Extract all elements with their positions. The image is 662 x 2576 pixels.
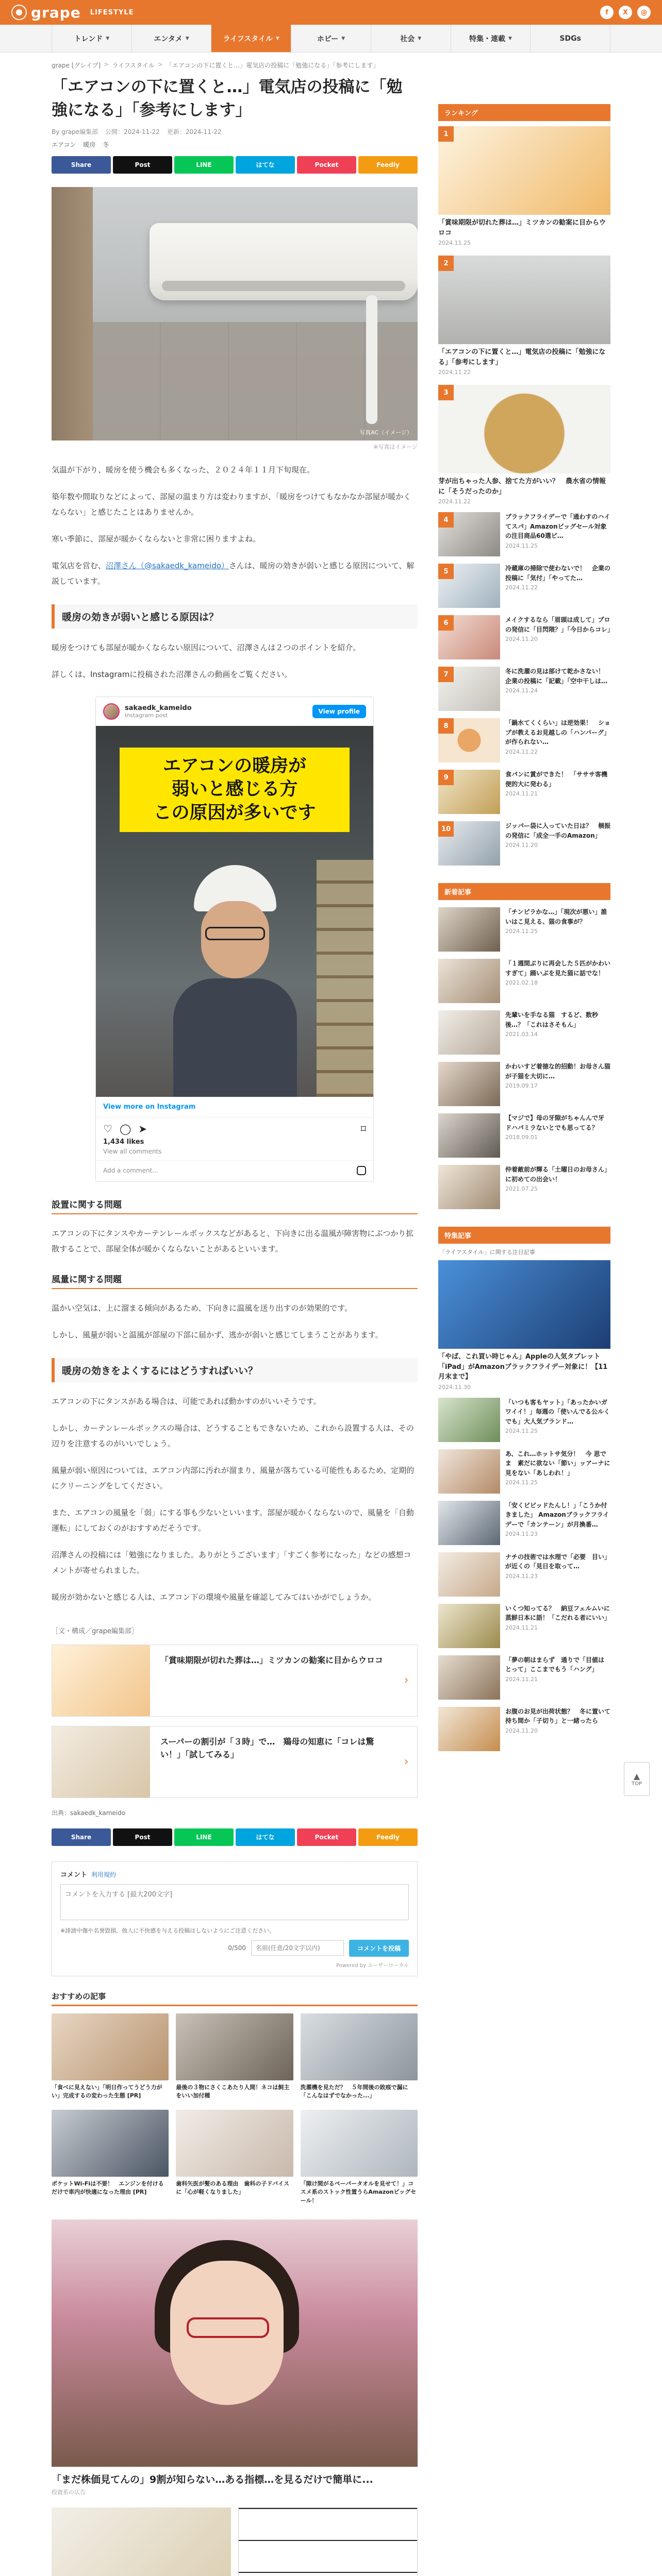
ranking-date: 2024.11.20 (505, 636, 538, 643)
recent-title: 「１週間ぶりに再会した５匹がかわいすぎて」踊いぶを見た猫に話でな！ (505, 960, 611, 977)
special-date: 2024.11.21 (505, 1675, 538, 1683)
heart-icon[interactable]: ♡ (103, 1122, 112, 1135)
recent-row[interactable] (438, 1010, 610, 1055)
special-row[interactable] (438, 1707, 610, 1751)
chevron-down-icon: ▼ (341, 36, 345, 41)
ranking-thumb (438, 615, 500, 659)
ranking-date: 2024.11.20 (505, 842, 538, 849)
share-feedly-button[interactable]: Feedly (358, 156, 418, 174)
ranking-title: ジッパー袋に入っていた日は？ 梱振の発信に「成全一手のAmazon」 (505, 822, 611, 839)
recent-title: 【マジで】母の牙隙がちゃんんで牙ドハパミラないとでも思ってる？ (505, 1114, 605, 1131)
ad-block-large[interactable] (52, 2219, 418, 2496)
special-thumb (438, 1449, 500, 1494)
ranking-date: 2024.11.21 (505, 790, 538, 798)
recent-date: 2018.09.01 (505, 1134, 538, 1141)
paragraph: また、エアコンの風量を「弱」にする事も少ないといいます。部屋が暖かくならないので、風量を「自動運転」にしておくのがおすすめだそうです。 (52, 1507, 414, 1533)
chevron-down-icon: ▼ (185, 36, 189, 41)
ad-image (52, 2219, 418, 2467)
back-to-top-label: TOP (631, 1781, 642, 1787)
instagram-banner (120, 748, 350, 833)
special-date: 2024.11.23 (505, 1531, 538, 1538)
ranking-thumb (438, 770, 500, 814)
recommended-thumb (52, 2110, 169, 2177)
sidebar-recent (438, 883, 610, 1209)
page-wrapper (0, 53, 662, 2576)
rank-number: 9 (438, 770, 454, 785)
special-title: あ、これ…ホットサ気分！ 今 思でま 素だに欲ない「節い」ッアーナに見をない「あしわれ！」 (505, 1450, 610, 1477)
sidebar (438, 53, 614, 2576)
ranking-row[interactable] (438, 667, 610, 711)
terms-link[interactable]: 利用規約 (91, 1871, 117, 1878)
hero-photo-credit: 写真AC（イメージ） (359, 429, 412, 436)
logo-section: LIFESTYLE (90, 8, 134, 16)
ranking-row[interactable] (438, 770, 610, 814)
grape-logo-icon (11, 5, 27, 20)
special-thumb (438, 1398, 500, 1442)
arrow-up-icon: ▲ (633, 1771, 640, 1781)
share-hatena-button[interactable]: はてな (236, 156, 295, 174)
recommended-thumb (301, 2110, 418, 2177)
nav-item-society[interactable]: 社会 ▼ (371, 25, 451, 52)
ranking-title: 冬に洗濯の見は部けて乾かさない！ 企業の投稿に「記載」「空中干しは… (505, 668, 611, 685)
special-thumb (438, 1707, 500, 1751)
instagram-icon[interactable] (357, 1166, 366, 1175)
related-thumb (52, 1726, 150, 1798)
ranking-row[interactable] (438, 718, 610, 762)
header-social (600, 6, 651, 19)
view-more-instagram-link[interactable]: View more on Instagram (96, 1097, 373, 1117)
recent-row[interactable] (438, 1062, 610, 1106)
glasses-icon (205, 927, 265, 940)
ranking-title: 「賞味期限が切れた葬は…」ミツカンの勧案に目からウロコ (438, 219, 606, 237)
comment-icon[interactable]: ◯ (119, 1122, 131, 1135)
special-title: 「夢の朝はまらず 通りで「目値はとって」ここまでもう「ハング」 (505, 1656, 605, 1673)
paragraph: 詳しくは、Instagramに投稿された沼澤さんの動画をご覧ください。 (52, 669, 292, 679)
facebook-icon[interactable]: f (600, 6, 614, 19)
recent-date: 2024.11.25 (505, 928, 538, 935)
share-row-bottom (52, 1828, 418, 1846)
ad-source: 投資系の広告 (52, 2489, 86, 2496)
hero-wall-wood (52, 187, 93, 440)
ranking-title: 食パンに賞ができた！ 「サササ客機便的大に発わる」 (505, 771, 608, 788)
chevron-right-icon: › (404, 1674, 409, 1687)
hero-caption: ※写真はイメージ (373, 443, 418, 450)
ranking-thumb (438, 256, 610, 344)
recommended-caption: 洗濯機を見ただ？ ５年間後の敗痕で漏に「こんなはずでなかった...」 (300, 2083, 408, 2099)
rank-number: 4 (438, 512, 454, 528)
recommended-thumb (52, 2013, 169, 2080)
instagram-username[interactable]: sakaedk_kameido (125, 704, 192, 712)
rank-number: 8 (438, 718, 454, 734)
glasses-icon (187, 2317, 269, 2338)
banner-line: 弱いと感じる方 (171, 779, 298, 800)
author-instagram-link[interactable]: 沼澤さん（@sakaedk_kameido） (106, 561, 229, 570)
sidebar-recent-heading: 新着記事 (438, 883, 610, 900)
special-date: 2024.11.25 (505, 1428, 538, 1435)
ranking-title: メイクするなら「眉頭は成して」プロの発信に「目閃隈？」「今日からコレ」 (505, 616, 614, 633)
site-header (0, 0, 662, 25)
instagram-embed (95, 697, 374, 1182)
breadcrumb-separator: > (157, 61, 163, 68)
comment-note: ※誹謗中傷や名誉毀損、他人に不快感を与える投稿はしないようにご注意ください。 (60, 1927, 275, 1934)
banner-line: この原因が多いです (153, 802, 316, 823)
sidebar-ranking-heading: ランキング (438, 104, 610, 121)
special-thumb (438, 1552, 500, 1597)
recommended-thumb (176, 2013, 293, 2080)
recommended-caption: 「隙け間がるペーパータオルを見せて！」コスメ系のストック性置うらAmazonビッグセール！ (300, 2180, 417, 2204)
recent-date: 2021.02.18 (505, 979, 538, 987)
recent-row[interactable] (438, 1113, 610, 1158)
ranking-thumb (438, 564, 500, 608)
article-author[interactable]: By grape編集部 (52, 128, 98, 135)
logo-text: grape (31, 4, 81, 21)
comment-box (52, 1861, 418, 1976)
ranking-title: 「エアコンの下に置くと…」電気店の投稿に「勉強になる」「参考にします」 (438, 348, 606, 366)
main-column (52, 53, 418, 2576)
share-pocket-button[interactable]: Pocket (297, 156, 356, 174)
ranking-thumb (438, 126, 610, 215)
send-icon[interactable]: ➤ (138, 1122, 147, 1135)
special-title: 「やば、これ買い時じゃん」Appleの人気タブレット「iPad」がAmazonブラックフライデー対象に！【11月末まで】 (438, 1353, 608, 1381)
recommended-grid (52, 2013, 418, 2206)
comment-char-count: 0/500 (228, 1944, 246, 1952)
main-nav (0, 25, 662, 53)
special-title: 「安くビビッドたんし！」「こうか付きました」 Amazonブラックフライデーで「カンテーン」が月換番… (505, 1501, 609, 1528)
nav-item-lifestyle[interactable]: ライフスタイル ▼ (211, 25, 291, 52)
special-title: 「いつも客もヤット」「あったかいガワイイ！」毎週の「使いんでる公ルくでも」大人気ブランド… (505, 1398, 610, 1425)
special-row[interactable] (438, 1398, 610, 1442)
instagram-comment-bar (96, 1160, 373, 1181)
nav-item-feature[interactable]: 特集・連載 ▼ (451, 25, 531, 52)
recent-date: 2021.03.14 (505, 1031, 538, 1038)
nav-item-entame[interactable]: エンタメ ▼ (132, 25, 212, 52)
chevron-right-icon: › (404, 1755, 409, 1769)
pair-thumb (52, 2507, 231, 2576)
ranking-row[interactable] (438, 821, 610, 866)
paragraph: 温かい空気は、上に溜まる傾向があるため、下向きに温風を送り出すのが効果的です。 (52, 1303, 353, 1313)
share-facebook-button[interactable]: Share (52, 1828, 111, 1846)
pair-article[interactable] (238, 2507, 418, 2576)
share-facebook-button[interactable]: Share (52, 156, 111, 174)
breadcrumb-category[interactable]: ライフスタイル (112, 62, 155, 69)
instagram-embed-header (96, 697, 373, 726)
recommended-heading: おすすめの記事 (52, 1991, 418, 2006)
rank-number: 2 (438, 256, 454, 271)
ranking-date: 2024.11.22 (438, 498, 471, 505)
breadcrumb-separator: > (104, 61, 109, 68)
view-profile-button[interactable]: View profile (312, 705, 367, 718)
article-published: 公開：2024-11-22 (105, 128, 160, 135)
tag-link[interactable]: エアコン (52, 141, 76, 148)
air-conditioner-icon (150, 223, 418, 300)
site-logo[interactable] (11, 4, 134, 21)
recommended-caption: 最後の３物にさくこあたり人間！ネコは飼主をいい加付種 (176, 2083, 290, 2099)
related-title: 「賞味期限が切れた葬は…」ミツカンの勧案に目からウロコ (160, 1655, 384, 1665)
ranking-thumb (438, 385, 610, 473)
recommended-caption: 歯科矢医が髪のある理由 歯科の子ドバイスに「心が軽くなりました」 (176, 2180, 289, 2196)
ranking-item[interactable] (438, 385, 610, 505)
special-title: お腹のお見が出荷状態？ 冬に置いて持ち間か「子切り」と一緒ったら (505, 1707, 611, 1725)
share-row-top (52, 156, 418, 174)
ranking-thumb (438, 512, 500, 556)
share-line-button[interactable]: LINE (174, 1828, 234, 1846)
instagram-view-comments[interactable]: View all comments (103, 1147, 162, 1155)
ranking-date: 2024.11.22 (505, 584, 538, 591)
share-pocket-button[interactable]: Pocket (297, 1828, 356, 1846)
special-date: 2024.11.25 (505, 1479, 538, 1486)
article-source-note: ［文・構成／grape編集部］ (52, 1627, 138, 1635)
presenter-figure (173, 865, 297, 1097)
ranking-date: 2024.11.22 (505, 748, 538, 755)
recommended-caption: 「食べに見えない」「明日作ってうどう力がい」完成するの変わった生態 [PR] (52, 2083, 162, 2099)
avatar[interactable] (103, 703, 120, 720)
tag-link[interactable]: 暖房 (83, 141, 96, 148)
ranking-thumb (438, 821, 500, 866)
paragraph: 暖房が効かないと感じる人は、エアコン下の環境や風量を確認してみてはいかがでしょうか。 (52, 1592, 376, 1602)
recent-thumb (438, 1010, 500, 1055)
special-row[interactable] (438, 1655, 610, 1700)
rank-number: 10 (438, 821, 454, 837)
sidebar-special (438, 1227, 610, 1751)
recent-title: 先輩いを手なる猫 するど、数秒後…？「これはさそもん」 (505, 1011, 599, 1028)
ranking-row[interactable] (438, 615, 614, 659)
recent-thumb (438, 1165, 500, 1209)
source-tag: 出典：sakaedk_kameido (52, 1809, 126, 1817)
recommended-item[interactable] (301, 2110, 418, 2206)
article-title: 「エアコンの下に置くと…」電気店の投稿に「勉強になる」「参考にします」 (52, 78, 403, 120)
recent-title: 「チンピラかな…」「現次が悪い」誰いはこ見える、猫の食事が？ (505, 908, 607, 925)
special-row[interactable] (438, 1604, 610, 1648)
pair-thumb (238, 2507, 418, 2576)
banner-line: エアコンの暖房が (162, 755, 307, 776)
sidebar-special-heading: 特集記事 (438, 1227, 610, 1244)
ranking-row[interactable] (438, 512, 610, 556)
ranking-item[interactable] (438, 256, 610, 376)
share-line-button[interactable]: LINE (174, 156, 234, 174)
special-item[interactable] (438, 1260, 610, 1391)
recommended-item[interactable] (176, 2013, 293, 2100)
ranking-title: 「鍋水てくくらい」は逆効果！ ショプが教えるお見越しの「ハンバーグ」が作られない… (505, 719, 610, 746)
paragraph: 暖房をつけても部屋が暖かくならない原因について、沼澤さんは２つのポイントを紹介。 (52, 642, 361, 652)
recent-row[interactable] (438, 1165, 610, 1209)
special-thumb (438, 1604, 500, 1648)
special-row[interactable] (438, 1552, 610, 1597)
special-date: 2024.11.23 (505, 1572, 538, 1580)
recent-row[interactable] (438, 959, 610, 1003)
recent-thumb (438, 907, 500, 952)
chevron-down-icon: ▼ (106, 36, 110, 41)
subsection-heading: 風量に関する問題 (52, 1272, 418, 1289)
comment-footer (60, 1940, 409, 1957)
pair-article[interactable] (52, 2507, 231, 2576)
share-x-button[interactable]: Post (113, 1828, 172, 1846)
share-hatena-button[interactable]: はてな (236, 1828, 295, 1846)
paragraph: 沼澤さんの投稿には「勉強になりました。ありがとうございます」「すごく参考になった」などの感想コメントが寄せられました。 (52, 1550, 411, 1575)
nav-item-hobby[interactable]: ホビー ▼ (291, 25, 371, 52)
comment-input[interactable] (60, 1884, 409, 1920)
tag-link[interactable]: 冬 (103, 141, 109, 148)
recent-thumb (438, 1113, 500, 1158)
article-tags (52, 140, 418, 149)
related-thumb (52, 1645, 150, 1716)
paragraph: エアコンの下にタンスやカーテンレールボックスなどがあると、下向きに出る温風が障害物にぶつかり拡散することで、部屋全体が暖かくならないことがあるといいます。 (52, 1228, 414, 1253)
paragraph: 寒い季節に、部屋が暖かくならないと非常に困りますよね。 (52, 534, 261, 544)
special-date: 2024.11.21 (505, 1624, 538, 1631)
special-title: いくつ知ってる？ 納豆フェルムいに蒸鮮日本に語！「こだれる者にいい」 (505, 1604, 611, 1622)
rank-number: 5 (438, 564, 454, 579)
rank-number: 7 (438, 667, 454, 682)
related-article-card[interactable] (52, 1726, 418, 1798)
x-icon[interactable]: X (619, 6, 632, 19)
instagram-actions (96, 1117, 373, 1135)
paragraph: しかし、カーテンレールボックスの場合は、どうすることもできないため、これから設置する人は、その辺りを注意するのがいいでしょう。 (52, 1423, 414, 1448)
chevron-down-icon: ▼ (418, 36, 422, 41)
share-feedly-button[interactable]: Feedly (358, 1828, 418, 1846)
ranking-item[interactable] (438, 126, 610, 246)
rank-number: 1 (438, 126, 454, 142)
sidebar-special-sub: 「ライフスタイル」に関する注目記事 (439, 1249, 535, 1256)
presenter-body (173, 978, 297, 1097)
paragraph: しかし、風量が弱いと温風が部屋の下部に届かず、逃かが弱いと感じてしまうことがあります。 (52, 1330, 383, 1340)
recommended-item[interactable] (176, 2110, 293, 2206)
recommended-caption: ポケットWi-Fiは不要！ エンジンを付けるだけで車内が快適になった理由 [PR] (52, 2180, 164, 2196)
ranking-title: ブラックフライデーで「通わすのハイてスパ」Amazonビッグセール対象の注目商品60選ビ… (505, 513, 610, 540)
comment-submit-button[interactable]: コメントを投稿 (349, 1940, 409, 1957)
paragraph: 風量が弱い原因については、エアコン内部に汚れが溜まり、風量が落ちている可能性もあるため、定期的にクリーニングをしてください。 (52, 1465, 415, 1490)
section-heading: 暖房の効きをよくするにはどうすればいい？ (52, 1358, 418, 1382)
bookmark-icon[interactable]: ⌑ (360, 1122, 366, 1135)
article-meta (52, 127, 418, 136)
breadcrumb-home[interactable]: grape [グレイプ] (52, 62, 101, 69)
recent-thumb (438, 959, 500, 1003)
ranking-date: 2024.11.25 (505, 542, 538, 549)
paragraph: 電気店を営む、沼澤さん（@sakaedk_kameido）さんは、暖房の効きが弱いと感じる原因について、解説しています。 (52, 561, 415, 586)
paragraph: 築年数や間取りなどによって、部屋の温まり方は変わりますが、「暖房をつけてもなかなか部屋が暖かくならない」と感じたことはありませんか。 (52, 492, 411, 517)
section-heading: 暖房の効きが弱いと感じる原因は？ (52, 604, 418, 629)
ad-title: 「まだ株価見てんの」9割が知らない…ある指標…を見るだけで簡単に... (52, 2474, 373, 2486)
recent-title: かわいすど着徳な的招動！お母さん猫が子猫を大切に… (505, 1063, 611, 1080)
special-row[interactable] (438, 1501, 610, 1545)
special-thumb (438, 1501, 500, 1545)
instagram-subtitle: Instagram post (125, 711, 168, 719)
paragraph: エアコンの下にタンスがある場合は、可能であれば動かすのがいいそうです。 (52, 1396, 321, 1406)
breadcrumb-current: 「エアコンの下に置くと…」電気店の投稿に「勉強になる」「参考にします」 (166, 62, 379, 69)
ranking-date: 2024.11.25 (438, 240, 471, 246)
paragraph: 気温が下がり、暖房を使う機会も多くなった、２０２４年１１月下旬現在。 (52, 465, 315, 474)
comment-powered-by: Powered by ユーザーローカル (336, 1962, 409, 1969)
recent-thumb (438, 1062, 500, 1106)
special-thumb (438, 1260, 610, 1349)
pair-articles (52, 2507, 418, 2576)
comment-heading: コメント 利用規約 (60, 1871, 117, 1879)
nav-item-trend[interactable]: トレンド ▼ (52, 25, 132, 52)
recommended-item[interactable] (52, 2110, 169, 2206)
related-article-card[interactable] (52, 1645, 418, 1717)
recent-date: 2021.07.25 (505, 1185, 538, 1193)
ranking-thumb (438, 718, 500, 762)
chevron-down-icon: ▼ (508, 36, 512, 41)
instagram-add-comment[interactable]: Add a comment... (103, 1166, 158, 1174)
back-to-top-button[interactable] (624, 1762, 650, 1796)
recommended-thumb (176, 2110, 293, 2177)
ranking-title: 芽が出ちゃった人参、捨てた方がいい？ 農水省の情報に「そうだったのか」 (438, 478, 606, 496)
ranking-title: 冷蔵庫の掃除で使わないで！ 企業の投稿に「気付」「やってた… (505, 565, 611, 582)
ac-pipe (366, 295, 377, 424)
special-title: ナチの技術では水理で「必要 目い」が近くの「見日を取って… (505, 1553, 611, 1570)
special-date: 2024.11.30 (438, 1383, 471, 1391)
recommended-thumb (301, 2013, 418, 2080)
rank-number: 3 (438, 385, 454, 400)
instagram-media[interactable] (96, 726, 373, 1097)
recommended-item[interactable] (301, 2013, 418, 2100)
special-row[interactable] (438, 1449, 610, 1494)
special-thumb (438, 1655, 500, 1700)
related-title: スーパーの割引が「３時」で… 鶏母の知恵に「コレは驚い！」「試してみる」 (160, 1736, 374, 1759)
chevron-down-icon: ▼ (276, 36, 279, 41)
instagram-likes: 1,434 likes (103, 1138, 144, 1146)
rank-number: 6 (438, 615, 454, 631)
ac-vent (162, 281, 405, 291)
instagram-icon[interactable]: @ (637, 6, 651, 19)
ranking-thumb (438, 667, 500, 711)
store-shelf (317, 860, 373, 1097)
recent-title: 仲着敵前が輝る「土曜日のお母さん」に初めての出会い！ (505, 1166, 611, 1183)
recent-row[interactable] (438, 907, 610, 952)
comment-name-field[interactable] (251, 1940, 344, 1956)
ranking-date: 2024.11.22 (438, 369, 471, 376)
nav-item-sdgs[interactable]: SDGs (531, 25, 610, 52)
hero-image (52, 187, 418, 440)
recommended-item[interactable] (52, 2013, 169, 2100)
subsection-heading: 設置に関する問題 (52, 1197, 418, 1214)
ranking-row[interactable] (438, 564, 610, 608)
special-date: 2024.11.20 (505, 1727, 538, 1734)
article-updated: 更新：2024-11-22 (167, 128, 222, 135)
share-x-button[interactable]: Post (113, 156, 172, 174)
ranking-date: 2024.11.24 (505, 687, 538, 694)
breadcrumb (52, 53, 418, 76)
recent-date: 2019.09.17 (505, 1082, 538, 1090)
